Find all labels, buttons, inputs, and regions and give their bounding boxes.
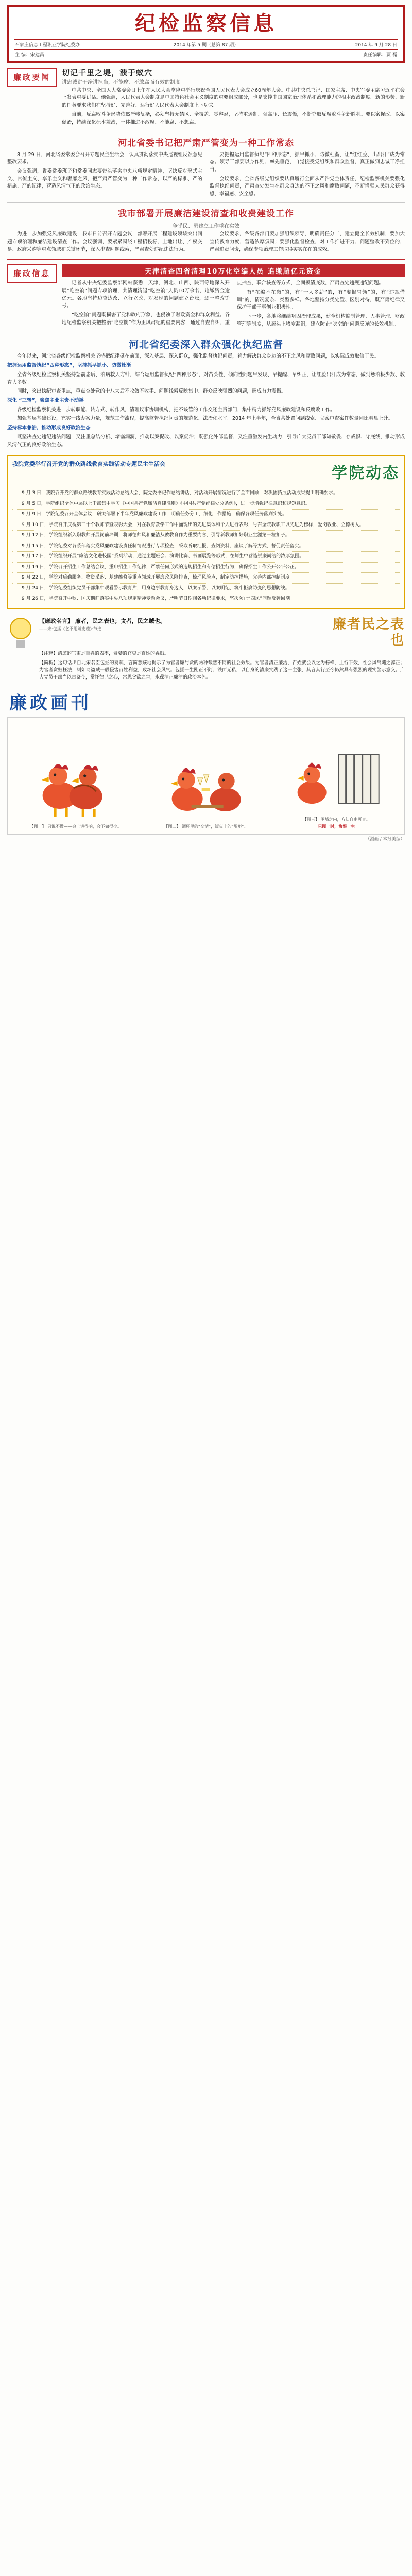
- article-5-title: 河北省纪委深入群众强化执纪监督: [128, 338, 283, 350]
- lightbulb-icon: [7, 617, 34, 649]
- article-clear-houses-row: [7, 264, 405, 328]
- dynamics-section-title: 学院动态: [332, 464, 400, 483]
- article-5-p1: 今年以来，河北省各级纪检监察机关坚持把纪律挺在前面，深入基层、深入群众，强化监督执纪问责，着力解决群众身边的不正之风和腐败问题，以实际成效取信于民。: [17, 353, 380, 360]
- list-item: 9 月 24 日，学院纪委组织党员干部集中观看警示教育片，用身边事教育身边人，以案示警、以案明纪，筑牢拒腐防变的思想防线。: [12, 584, 400, 595]
- article-4-title: 天津清查四省清理10万化空编人员 追缴超亿元资金: [62, 264, 405, 277]
- calligraphy-art: 廉者民之表也: [332, 616, 405, 648]
- list-item: 9 月 26 日，学院召开中秋、国庆期间落实中央八项规定精神专题会议，严明节日期间各项纪律要求，坚决防止“四风”问题反弹回潮。: [22, 596, 295, 602]
- comic-caption-3: 【图三】 围墙之内，方知自由可贵。: [303, 817, 370, 822]
- banquet-illustration-icon: [142, 739, 269, 821]
- list-item: 9 月 17 日，学院组织开展“廉洁文化进校园”系列活动，通过主题班会、演讲比赛、书画展览等形式，在师生中营造崇廉尚洁的浓厚氛围。: [12, 552, 400, 563]
- list-item: 9 月 3 日，我院召开党的群众路线教育实践活动总结大会，院党委书记作总结讲话，对活动开展情况进行了全面回顾，对巩固拓展活动成果提出明确要求。: [12, 488, 400, 499]
- article-5-sub-1: 把握运用监督执纪“四种形态”，坚持抓早抓小、防微杜渐: [7, 363, 131, 369]
- divider-3: [7, 259, 405, 260]
- article-5-p2: 全省各级纪检监察机关坚持惩前毖后、治病救人方针，综合运用监督执纪“四种形态”，对苗头性、倾向性问题早发现、早提醒、早纠正，让红脸出汗成为常态，做到惩治极少数、教育大多数。: [7, 371, 405, 385]
- article-3-p1: 为进一步加强党风廉政建设，我市日前召开专题会议，部署开展工程建设领域突出问题专项治理和廉洁建设清查工作。会议强调，要紧紧围绕工程招投标、土地出让、产权交易、政府采购等重点领域和关键环节，深入排查问题线索，严肃查处违纪违法行为。: [7, 231, 202, 252]
- masthead-editor: 主 编：宋建昌: [15, 53, 44, 58]
- article-2-p3: 会议要求，全省各级党组织要认真履行全面从严治党主体责任，纪检监察机关要强化监督执纪问责，严肃查处发生在群众身边的不正之风和腐败问题，不断增强人民群众获得感、幸福感、安全感。: [210, 176, 405, 197]
- list-item: 9 月 15 日，学院纪委对各系部落实党风廉政建设责任制情况进行专项检查，采取听取汇报、查阅资料、座谈了解等方式，督促责任落实。: [12, 541, 400, 552]
- article-4-p4: 下一步，各地将继续巩固治理成果，健全机构编制管理、人事管理、财政管理等制度，从源头上堵塞漏洞，建立防止“吃空饷”问题反弹的长效机制。: [237, 314, 405, 327]
- comic-panel-text: 只图一时，悔恨一生: [318, 824, 355, 829]
- masthead-responsible-editor: 责任编辑：贾 磊: [363, 53, 397, 58]
- top-article-p2: 当前，反腐败斗争形势依然严峻复杂，必须坚持无禁区、全覆盖、零容忍，坚持重遏制、强高压、长震慑，不断夺取反腐败斗争新胜利。要以案促改、以案促治，持续深化标本兼治，一体推进不敢腐、不能腐、不想腐。: [62, 111, 405, 125]
- section-label-lianzheng-xinxi: 廉政信息: [7, 264, 57, 283]
- quote-source: ——宋·包拯《乞不用赃吏疏》·节选: [39, 626, 102, 631]
- article-2-dateline: 8 月 29 日，河北省委常委会召开专题民主生活会，认真贯彻落实中央巡视组反馈意见整改要求。: [7, 151, 202, 165]
- comic-caption-1: 【图一】 只说不做——会上讲得响，会下做得少。: [29, 824, 122, 829]
- masthead-issuer: 石家庄信息工程职业学院纪委办: [15, 43, 80, 48]
- comic-panel-3: [273, 732, 400, 830]
- article-hebei-inspection: [7, 337, 405, 449]
- article-2-p2: 要把握运用监督执纪“四种形态”，抓早抓小、防微杜渐，让“红红脸、出出汗”成为常态。领导干部要以身作则、率先垂范，自觉接受党组织和群众监督，真正做到忠诚干净担当。: [210, 151, 405, 173]
- quote-section: [7, 617, 405, 682]
- quote-body-wrap: [39, 617, 405, 682]
- article-4-p2: “吃空饷”问题既损害了党和政府形象，也侵蚀了财政资金和群众利益。各地纪检监察机关把整治“吃空饷”作为正风肃纪的重要内容，通过自查自纠、重点抽查、联合核查等方式，全面摸清底数，严肃查处违规违纪问题。: [62, 280, 384, 326]
- list-item: 9 月 9 日，学院纪委召开全体会议，研究部署下半年党风廉政建设工作，明确任务分工，细化工作措施，确保各项任务落到实处。: [12, 510, 400, 520]
- article-4-p3: 有“在编不在岗”的，有“一人多薪”的，有“虚报冒领”的，有“违规借调”的，情况复杂、类型多样。各地坚持分类处置、区别对待，既严肃纪律又保护干部干事创业积极性。: [237, 290, 405, 311]
- dynamics-header: [12, 460, 400, 485]
- comic-panel-1: [12, 739, 139, 829]
- article-5-p4: 各级纪检监察机关进一步转职能、转方式、转作风，清理议事协调机构，把不该管的工作交还主责部门，集中精力抓好党风廉政建设和反腐败工作。: [17, 406, 335, 413]
- list-item: 9 月 10 日，学院召开庆祝第三十个教师节暨表彰大会，对在教育教学工作中涌现出的先进集体和个人进行表彰，号召全院教职工以先进为榜样，爱岗敬业、立德树人。: [12, 520, 400, 531]
- comic-strip: [7, 717, 405, 835]
- quote-label: 【廉政名言】: [39, 617, 73, 624]
- prison-bars-illustration-icon: [273, 732, 400, 814]
- masthead-credits: [11, 51, 401, 59]
- comic-caption-2: 【图二】 酒杯里的“交情”，饭桌上的“规矩”。: [164, 824, 248, 829]
- article-5-p5: 加强基层基础建设，充实一线办案力量，规范工作流程，提高监督执纪问责的规范化、法治化水平。2014 年上半年，全省共处置问题线索、立案审查案件数量同比明显上升。: [17, 416, 393, 422]
- article-4-p1: 记者从中央纪委监察部网站获悉，天津、河北、山西、陕西等地深入开展“吃空饷”问题专项治理，共清理清退“吃空饷”人员10万余名，追缴资金逾亿元。各地坚持边查边改、立行立改，对发现的问题建立台账，逐一整改销号。: [62, 280, 230, 309]
- divider-2: [7, 202, 405, 203]
- section-label-lianzheng-yaowen: 廉政要闻: [7, 68, 57, 87]
- comic-panel-2: [142, 739, 269, 829]
- list-item: 9 月 22 日，学院对后勤服务、物资采购、基建维修等重点领域开展廉政风险排查，梳理风险点，制定防控措施，完善内部控制制度。: [12, 573, 400, 584]
- comic-credit: （漫画 / 本报美编）: [365, 836, 405, 842]
- quote-title: 廉者，民之表也；贪者，民之贼也。: [75, 617, 166, 624]
- article-secretary-discipline: [7, 137, 405, 198]
- top-article-title: 切记千里之堤，溃于蚁穴: [62, 68, 153, 77]
- top-news-row: [7, 68, 405, 128]
- top-article-headline: 讲忠诚讲干净讲担当，不能腐、不敢腐而有效的制度: [62, 79, 180, 86]
- article-3-subtitle: 争乎民、勇建立工作重在实效: [173, 224, 239, 230]
- publication-title: 纪检监察信息: [135, 11, 277, 36]
- masthead-meta: [11, 41, 401, 49]
- top-article-p1: 中共中央、全国人大常委会日上午在人民大会堂隆重举行庆祝全国人民代表大会成立60周年大会。中共中央总书记、国家主席、中央军委主席习近平在会上发表重要讲话。他强调，人民代表大会制度是中国特色社会主义制度的重要组成部分，也是支撑中国国家治理体系和治理能力的根本政治制度。新的形势、新的任务要求我们在坚持好、完善好、运行好人民代表大会制度上下功夫。: [62, 87, 405, 109]
- masthead-divider-2: [14, 49, 398, 50]
- quote-note: 【注释】清廉的官吏是百姓的表率，贪婪的官吏是百姓的蟊贼。: [39, 651, 169, 657]
- dynamics-lead-title: 我院党委举行召开党的群众路线教育实践活动专题民主生活会: [12, 461, 165, 468]
- article-5-p6: 既坚决查处违纪违法问题，又注重总结分析、堵塞漏洞，推动以案促改、以案促治；既强化外部监督，又注重激发内生动力，引导广大党员干部知敬畏、存戒惧、守底线，推动形成风清气正的良好政治生态。: [7, 434, 405, 448]
- comic-section-title: 廉政画刊: [9, 692, 92, 714]
- article-2-p1: 会议强调，省委常委班子和常委同志要带头落实中央八项规定精神，坚决反对形式主义、官僚主义、享乐主义和奢靡之风，把严肃严管变为一种工作常态，以严的标准、严的措施、严的纪律，营造风清气正的政治生态。: [7, 168, 202, 190]
- quote-analysis: 【简析】这句话出自北宋名臣包拯的奏疏，言简意赅地揭示了为官者廉与贪的两种截然不同的社会效果。为官者清正廉洁，百姓就会以之为榜样，上行下效，社会风气随之淳正；为官者贪赃枉法，则如同盗贼一般侵害百姓利益，败坏社会风气。包拯一生刚正不阿、铁面无私，以自身的清廉实践了这一主张，其言其行至今仍然具有强烈的现实警示意义。广大党员干部当以古鉴今，常怀律己之心，常思贪欲之害，永葆清正廉洁的政治本色。: [39, 660, 405, 681]
- top-news-body: [62, 68, 405, 128]
- list-item: 9 月 5 日，学院组织全体中层以上干部集中学习《中国共产党廉洁自律准则》《中国共产党纪律处分条例》，进一步增强纪律意识和规矩意识。: [12, 499, 400, 510]
- list-item: 9 月 19 日，学院召开招生工作总结会议，重申招生工作纪律，严禁任何形式的违规招生和有偿招生行为，确保招生工作公开公平公正。: [12, 563, 400, 573]
- masthead: [7, 5, 405, 63]
- article-3-title: 我市部署开展廉洁建设清查和收费建设工作: [118, 208, 294, 219]
- rooster-illustration-icon: [12, 739, 139, 821]
- masthead-date: 2014 年 9 月 28 日: [355, 43, 397, 48]
- article-urban-construction: [7, 207, 405, 255]
- article-3-p2: 会议要求，各级各部门要加强组织领导，明确责任分工，建立健全长效机制；要加大宣传教育力度，营造浓厚氛围；要强化监督检查，对工作推进不力、问题整改不到位的，严肃追责问责，确保专项治理工作取得实实在在的成效。: [210, 231, 405, 252]
- article-5-sub-2: 深化 “三转”，聚焦主业主责不动摇: [7, 397, 84, 403]
- masthead-issue: 2014 年第 5 期（总第 87 期）: [173, 43, 239, 48]
- article-5-p3: 同时，突出执纪审查重点，重点查处党的十八大后不收敛不收手、问题线索反映集中、群众反映强烈的问题，形成有力震慑。: [17, 388, 286, 395]
- masthead-divider: [14, 39, 398, 40]
- dynamics-section: [7, 455, 405, 609]
- article-5-sub-3: 坚持标本兼治，推动形成良好政治生态: [7, 425, 91, 431]
- article-2-title: 河北省委书记把严肃严管变为一种工作常态: [118, 138, 294, 149]
- list-item: 9 月 12 日，学院组织新入职教师开展岗前培训，将师德师风和廉洁从教教育作为重要内容，引导新教师扣好职业生涯第一粒扣子。: [12, 531, 400, 541]
